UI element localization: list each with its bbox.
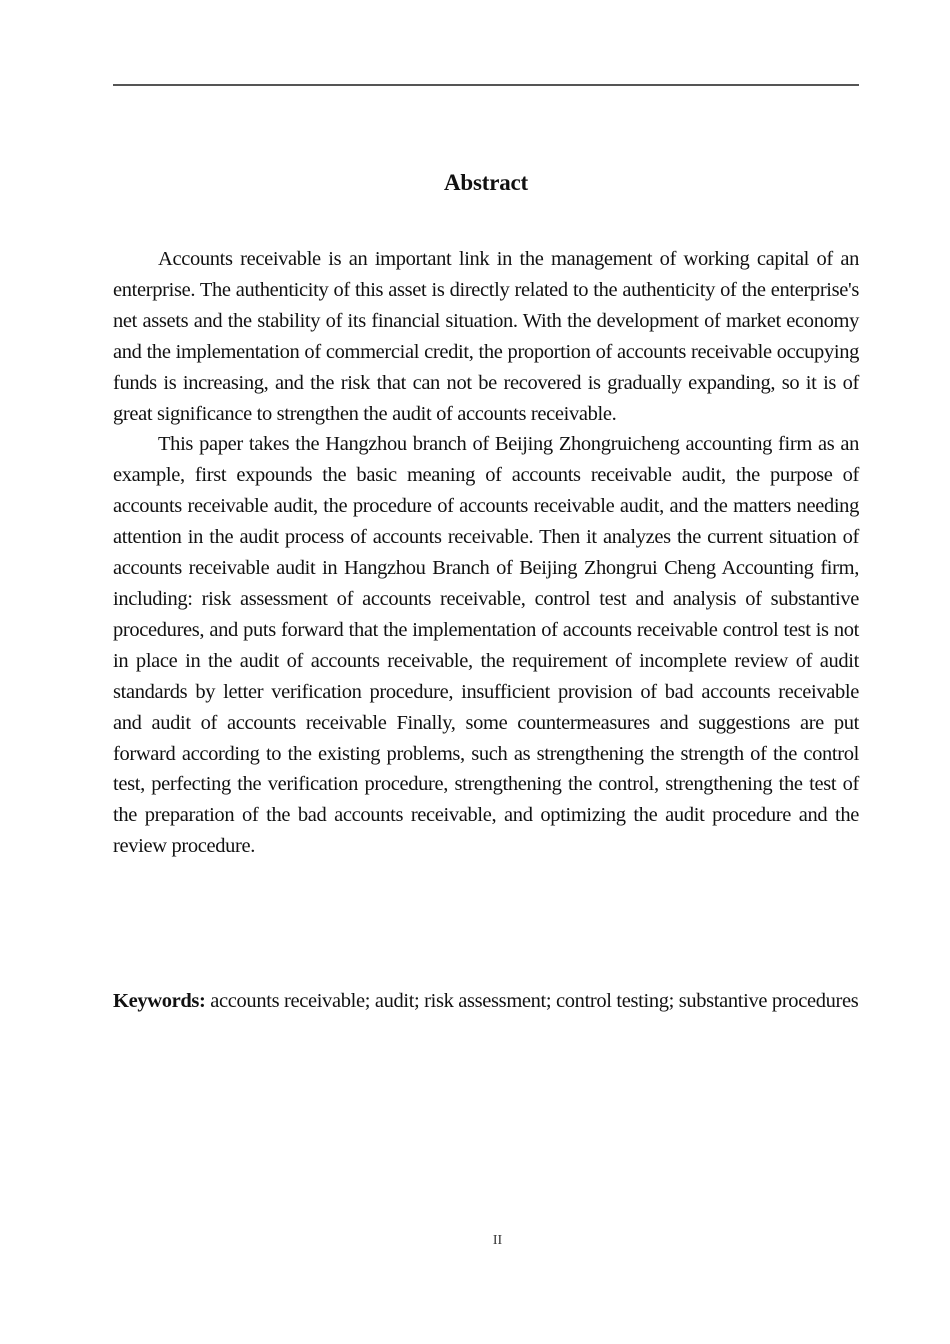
abstract-body [113,244,859,862]
page-number: II [492,1233,503,1248]
keywords-text: accounts receivable; audit; risk assessment; control testing; substantive procedures [205,990,859,1012]
keywords-section [113,986,859,1017]
page-title: Abstract [444,170,528,195]
keywords-label: Keywords: [113,990,206,1012]
header-rule [113,84,859,86]
abstract-paragraph-2: This paper takes the Hangzhou branch of Beijing Zhongruicheng accounting firm as an example, first expounds the basic meaning of accounts receivable audit, the purpose of accounts receivable audit, the procedure of accounts receivable audit, and the matters needing attention in the audit process of accounts receivable. Then it analyzes the current situation of accounts receivable audit in Hangzhou Branch of Beijing Zhongrui Cheng Accounting firm, including: risk assessment of accounts receivable, control test and analysis of substantive procedures, and puts forward that the implementation of accounts receivable control test is not in place in the audit of accounts receivable, the requirement of incomplete review of audit standards by letter verification procedure, insufficient provision of bad accounts receivable and audit of accounts receivable Finally, some countermeasures and suggestions are put forward according to the existing problems, such as strengthening the strength of the control test, perfecting the verification procedure, strengthening the control, strengthening the test of the preparation of the bad accounts receivable, and optimizing the audit procedure and the review procedure. [113,433,859,858]
abstract-paragraph-1: Accounts receivable is an important link in the management of working capital of an enterprise. The authenticity of this asset is directly related to the authenticity of the enterprise's net assets and the stability of its financial situation. With the development of market economy and the implementation of commercial credit, the proportion of accounts receivable occupying funds is increasing, and the risk that can not be recovered is gradually expanding, so it is of great significance to strengthen the audit of accounts receivable. [113,248,859,425]
